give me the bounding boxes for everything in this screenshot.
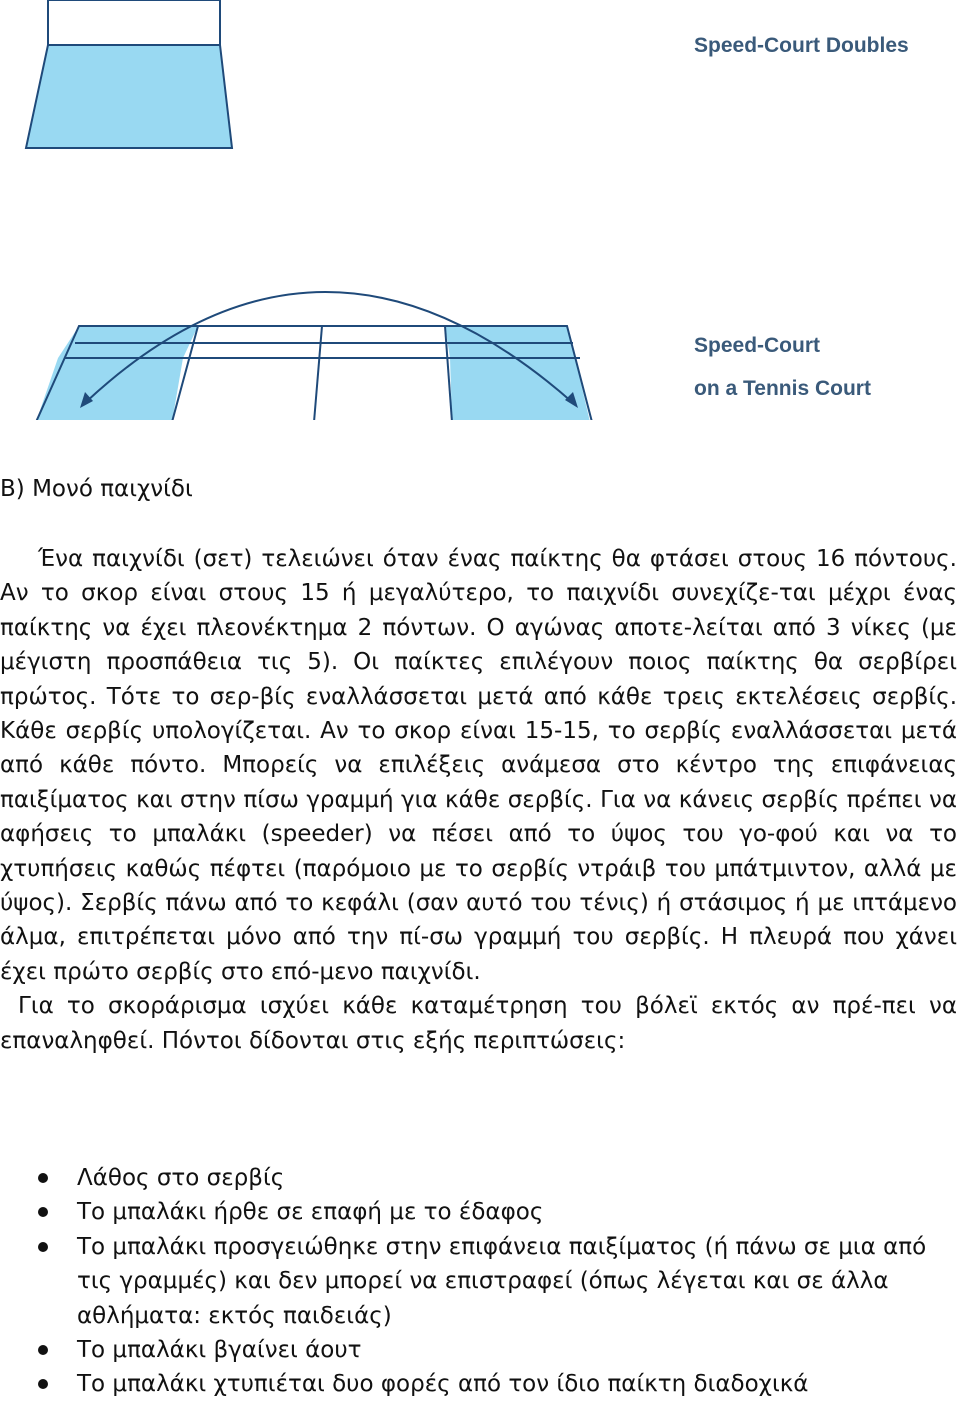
left-court-fill bbox=[36, 358, 183, 420]
list-item bbox=[0, 1161, 957, 1195]
list-item-text: Λάθος στο σερβίς bbox=[77, 1165, 285, 1191]
points-list bbox=[0, 1161, 957, 1402]
doubles-court-upper-box bbox=[48, 0, 220, 45]
tennis-court-label-line2: on a Tennis Court bbox=[694, 377, 871, 400]
list-item-text: Το μπαλάκι ήρθε σε επαφή με το έδαφος bbox=[77, 1199, 544, 1226]
doubles-court-label: Speed-Court Doubles bbox=[694, 34, 909, 57]
doubles-court-lower-box bbox=[26, 45, 232, 148]
bullet-icon bbox=[38, 1173, 48, 1183]
bullet-icon bbox=[38, 1242, 48, 1252]
scoring-paragraph: Για το σκοράρισμα ισχύει κάθε καταμέτρηση του βόλεϊ εκτός αν πρέ-πει να επαναληφθεί. Πόντοι δίδονται στις εξής περιπτώσεις: bbox=[0, 993, 957, 1054]
doubles-court bbox=[26, 0, 232, 148]
court-line bbox=[314, 326, 322, 420]
speed-court-figure bbox=[0, 0, 960, 420]
list-item bbox=[0, 1333, 957, 1367]
list-item bbox=[0, 1230, 957, 1333]
list-item-text: Το μπαλάκι βγαίνει άουτ bbox=[77, 1337, 362, 1364]
list-item-text: Το μπαλάκι χτυπιέται δυο φορές από τον ίδιο παίκτη διαδοχικά bbox=[77, 1371, 809, 1398]
bullet-icon bbox=[38, 1345, 48, 1355]
rules-paragraph: Ένα παιχνίδι (σετ) τελειώνει όταν ένας παίκτης θα φτάσει στους 16 πόντους. Αν το σκορ είναι στους 15 ή μεγαλύτερο, το παιχνίδι συνεχίζε-ται μέχρι ένας παίκτης να έχει πλεονέκτημα 2 πόντων. Ο αγώνας αποτε-λείται από 3 νίκες (με μέγιστη προσπάθεια τις 5). Οι παίκτες επιλέγουν ποιος παίκτης θα σερβίρει πρώτος. Τότε το σερ-βίς εναλλάσσεται μετά από κάθε τρεις εκτελέσεις σερβίς. Κάθε σερβίς υπολογίζεται. Αν το σκορ είναι 15-15, το σερβίς εναλλάσσεται μετά από κάθε πόντο. Μπορείς να επιλέξεις ανάμεσα στο κέντρο της επιφάνειας παιξίματος και στην πίσω γραμμή για κάθε σερβίς. Για να κάνεις σερβίς πρέπει να αφήσεις το μπαλάκι (speeder) να πέσει από το ύψος του γο-φού και να το χτυπήσεις καθώς πέφτει (παρόμοιο με το σερβίς ντράιβ του μπάτμιντον, αλλά με ύψος). Σερβίς πάνω από το κεφάλι (σαν αυτό του τένις) ή στάσιμος ή με ιπτάμενο άλμα, επιτρέπεται μόνο από την πί-σω γραμμή του σερβίς. Η πλευρά που χάνει έχει πρώτο σερβίς στο επό-μενο παιχνίδι. bbox=[0, 546, 957, 985]
bullet-icon bbox=[38, 1379, 48, 1389]
bullet-icon bbox=[38, 1207, 48, 1217]
list-item bbox=[0, 1367, 957, 1401]
right-court-fill bbox=[450, 358, 590, 420]
list-item bbox=[0, 1195, 957, 1229]
body-text bbox=[0, 542, 957, 1058]
tennis-court-label-line1: Speed-Court bbox=[694, 334, 820, 357]
section-heading: B) Μονό παιχνίδι bbox=[0, 476, 193, 502]
list-item-text: Το μπαλάκι προσγειώθηκε στην επιφάνεια παιξίματος (ή πάνω σε μια από τις γραμμές) και δεν μπορεί να επιστραφεί (όπως λέγεται και σε άλλα αθλήματα: εκτός παιδειάς) bbox=[77, 1233, 927, 1329]
